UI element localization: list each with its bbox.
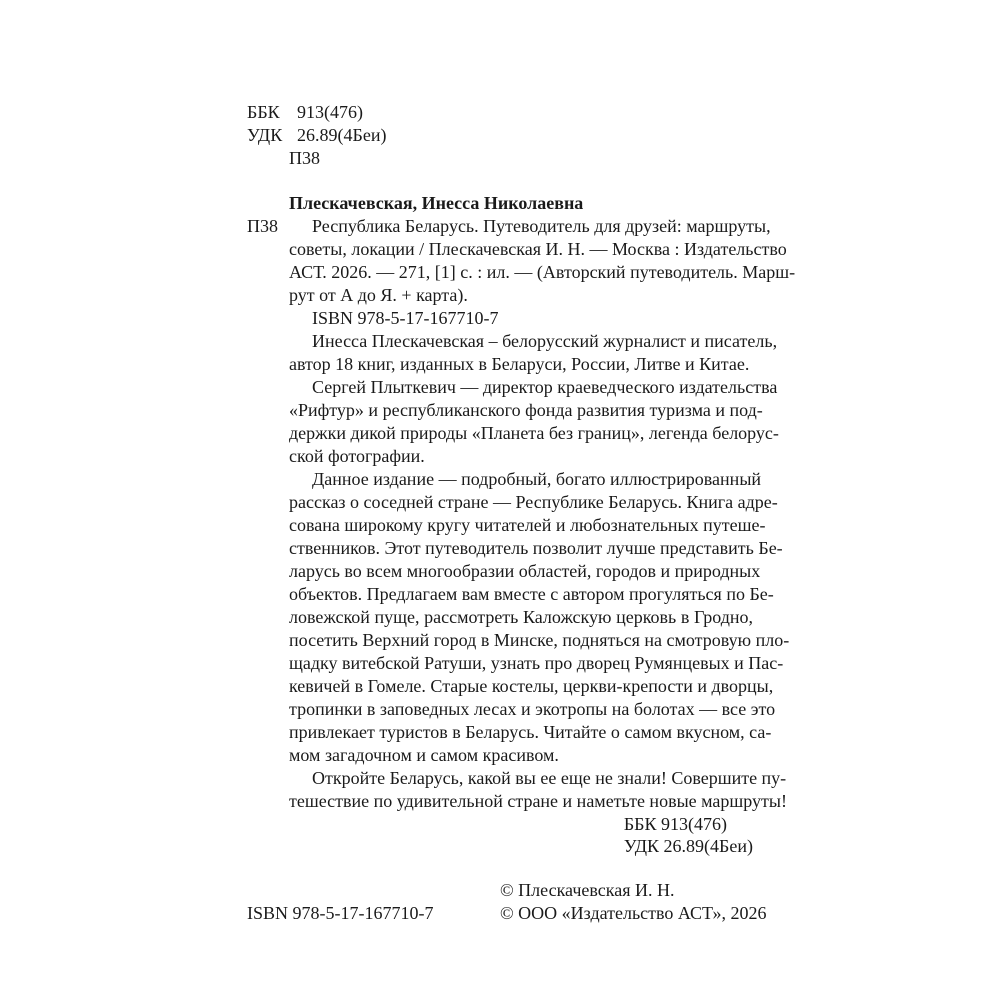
- isbn-copyright: ISBN 978-5-17-167710-7: [247, 903, 434, 923]
- footer-bbk: ББК 913(476): [623, 814, 728, 834]
- footer-codes: [624, 813, 753, 857]
- annotation-line: держки дикой природы «Планета без границ», легенда белорус-: [289, 423, 779, 443]
- annotation-line: ственников. Этот путеводитель позволит лучше представить Бе-: [289, 538, 783, 558]
- annotation-line: сована широкому кругу читателей и любознательных путеше-: [289, 515, 766, 535]
- annotation-line: автор 18 книг, изданных в Беларуси, России, Литве и Китае.: [289, 354, 750, 374]
- annotation-line: рассказ о соседней стране — Республике Беларусь. Книга адре-: [289, 492, 778, 512]
- annotation-line: Данное издание — подробный, богато иллюстрированный: [312, 469, 762, 489]
- annotation-line: ларусь во всем многообразии областей, городов и природных: [289, 561, 761, 581]
- author-heading: Плескачевская, Инесса Николаевна: [289, 193, 584, 213]
- bbk-line: [247, 101, 363, 123]
- annotation-line: ловежской пуще, рассмотреть Каложскую церковь в Гродно,: [289, 607, 753, 627]
- annotation-line: привлекает туристов в Беларусь. Читайте о самом вкусном, са-: [289, 722, 772, 742]
- bib-line: рут от А до Я. + карта).: [289, 285, 468, 305]
- bbk-value: 913(476): [297, 102, 363, 122]
- annotation-line: Откройте Беларусь, какой вы ее еще не знали! Совершите пу-: [312, 768, 787, 788]
- author-copyright: © Плескачевская И. Н.: [500, 880, 675, 900]
- udk-line: [247, 124, 386, 146]
- udk-label: УДК: [247, 125, 283, 145]
- annotation-line: ской фотографии.: [289, 446, 425, 466]
- bib-line: советы, локации / Плескачевская И. Н. — Москва : Издательство: [289, 239, 787, 259]
- annotation-line: тропинки в заповедных лесах и экотропы на болотах — все это: [289, 699, 776, 719]
- udk-value: 26.89(4Беи): [297, 125, 387, 145]
- annotation-line: Инесса Плескачевская – белорусский журналист и писатель,: [312, 331, 778, 351]
- annotation-line: Сергей Плыткевич — директор краеведческого издательства: [312, 377, 778, 397]
- publisher-copyright: © ООО «Издательство АСТ», 2026: [500, 903, 767, 923]
- annotation-line: мом загадочном и самом красивом.: [289, 745, 559, 765]
- annotation-line: щадку витебской Ратуши, узнать про дворец Румянцевых и Пас-: [289, 653, 784, 673]
- bib-line: Республика Беларусь. Путеводитель для друзей: маршруты,: [312, 216, 771, 236]
- isbn-line: ISBN 978-5-17-167710-7: [312, 308, 499, 328]
- entry-author-mark: П38: [247, 216, 278, 236]
- annotation-line: «Рифтур» и республиканского фонда развития туризма и под-: [289, 400, 763, 420]
- bbk-label: ББК: [247, 102, 280, 122]
- footer-udk: УДК 26.89(4Беи): [623, 836, 753, 856]
- annotation-line: объектов. Предлагаем вам вместе с автором прогуляться по Бе-: [289, 584, 774, 604]
- header-author-mark: П38: [289, 148, 320, 168]
- annotation-line: кевичей в Гомеле. Старые костелы, церкви-крепости и дворцы,: [289, 676, 774, 696]
- bib-line: АСТ. 2026. — 271, [1] с. : ил. — (Авторский путеводитель. Марш-: [289, 262, 796, 282]
- annotation-line: тешествие по удивительной стране и наметьте новые маршруты!: [289, 791, 787, 811]
- annotation-line: посетить Верхний город в Минске, подняться на смотровую пло-: [289, 630, 790, 650]
